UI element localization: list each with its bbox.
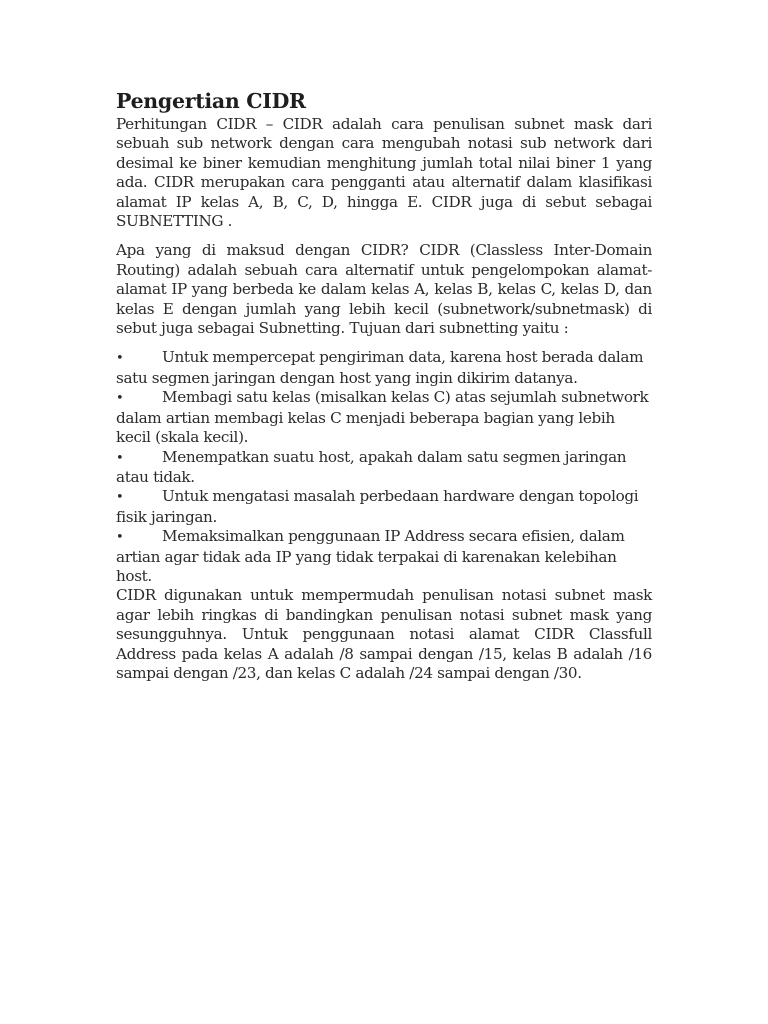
list-item-text: Untuk mengatasi masalah perbedaan hardware dengan topologi fisik jaringan. [116, 487, 639, 526]
definition-paragraph: Apa yang di maksud dengan CIDR? CIDR (Classless Inter-Domain Routing) adalah sebuah cara alternatif untuk pengelompokan alamat-alamat IP yang berbeda ke dalam kelas A, kelas B, kelas C, kelas D, dan kelas E dengan jumlah yang lebih kecil (subnetwork/subnetmask) di sebut juga sebagai Subnetting. Tujuan dari subnetting yaitu : [116, 241, 652, 338]
bullet-icon: • [116, 450, 124, 466]
bullet-icon: • [116, 391, 124, 407]
list-item-text: Menempatkan suatu host, apakah dalam satu segmen jaringan atau tidak. [116, 447, 627, 486]
bullet-icon: • [116, 351, 124, 367]
intro-paragraph: Perhitungan CIDR – CIDR adalah cara penulisan subnet mask dari sebuah sub network dengan cara mengubah notasi sub network dari desimal ke biner kemudian menghitung jumlah total nilai biner 1 yang ada. CIDR merupakan cara pengganti atau alternatif dalam klasifikasi alamat IP kelas A, B, C, D, hingga E. CIDR juga di sebut sebagai SUBNETTING . [116, 115, 652, 231]
purpose-list [116, 348, 652, 586]
list-item [116, 527, 652, 586]
list-item-text: Untuk mempercepat pengiriman data, karena host berada dalam satu segmen jaringan dengan host yang ingin dikirim datanya. [116, 348, 644, 387]
list-item-text: Membagi satu kelas (misalkan kelas C) atas sejumlah subnetwork dalam artian membagi kelas C menjadi beberapa bagian yang lebih kecil (skala kecil). [116, 388, 649, 447]
paragraph-spacer [116, 231, 652, 241]
list-item-text: Memaksimalkan penggunaan IP Address secara efisien, dalam artian agar tidak ada IP yang tidak terpakai di karenakan kelebihan host. [116, 527, 625, 585]
list-item [116, 448, 652, 488]
bullet-icon: • [116, 530, 124, 546]
list-item [116, 348, 652, 388]
page-title: Pengertian CIDR [116, 89, 306, 113]
paragraph-spacer [116, 338, 652, 348]
bullet-icon: • [116, 490, 124, 506]
closing-paragraph: CIDR digunakan untuk mempermudah penulisan notasi subnet mask agar lebih ringkas di bandingkan penulisan notasi subnet mask yang sesungguhnya. Untuk penggunaan notasi alamat CIDR Classfull Address pada kelas A adalah /8 sampai dengan /15, kelas B adalah /16 sampai dengan /23, dan kelas C adalah /24 sampai dengan /30. [116, 586, 652, 682]
document-page [116, 88, 652, 683]
list-item [116, 487, 652, 527]
list-item [116, 388, 652, 447]
